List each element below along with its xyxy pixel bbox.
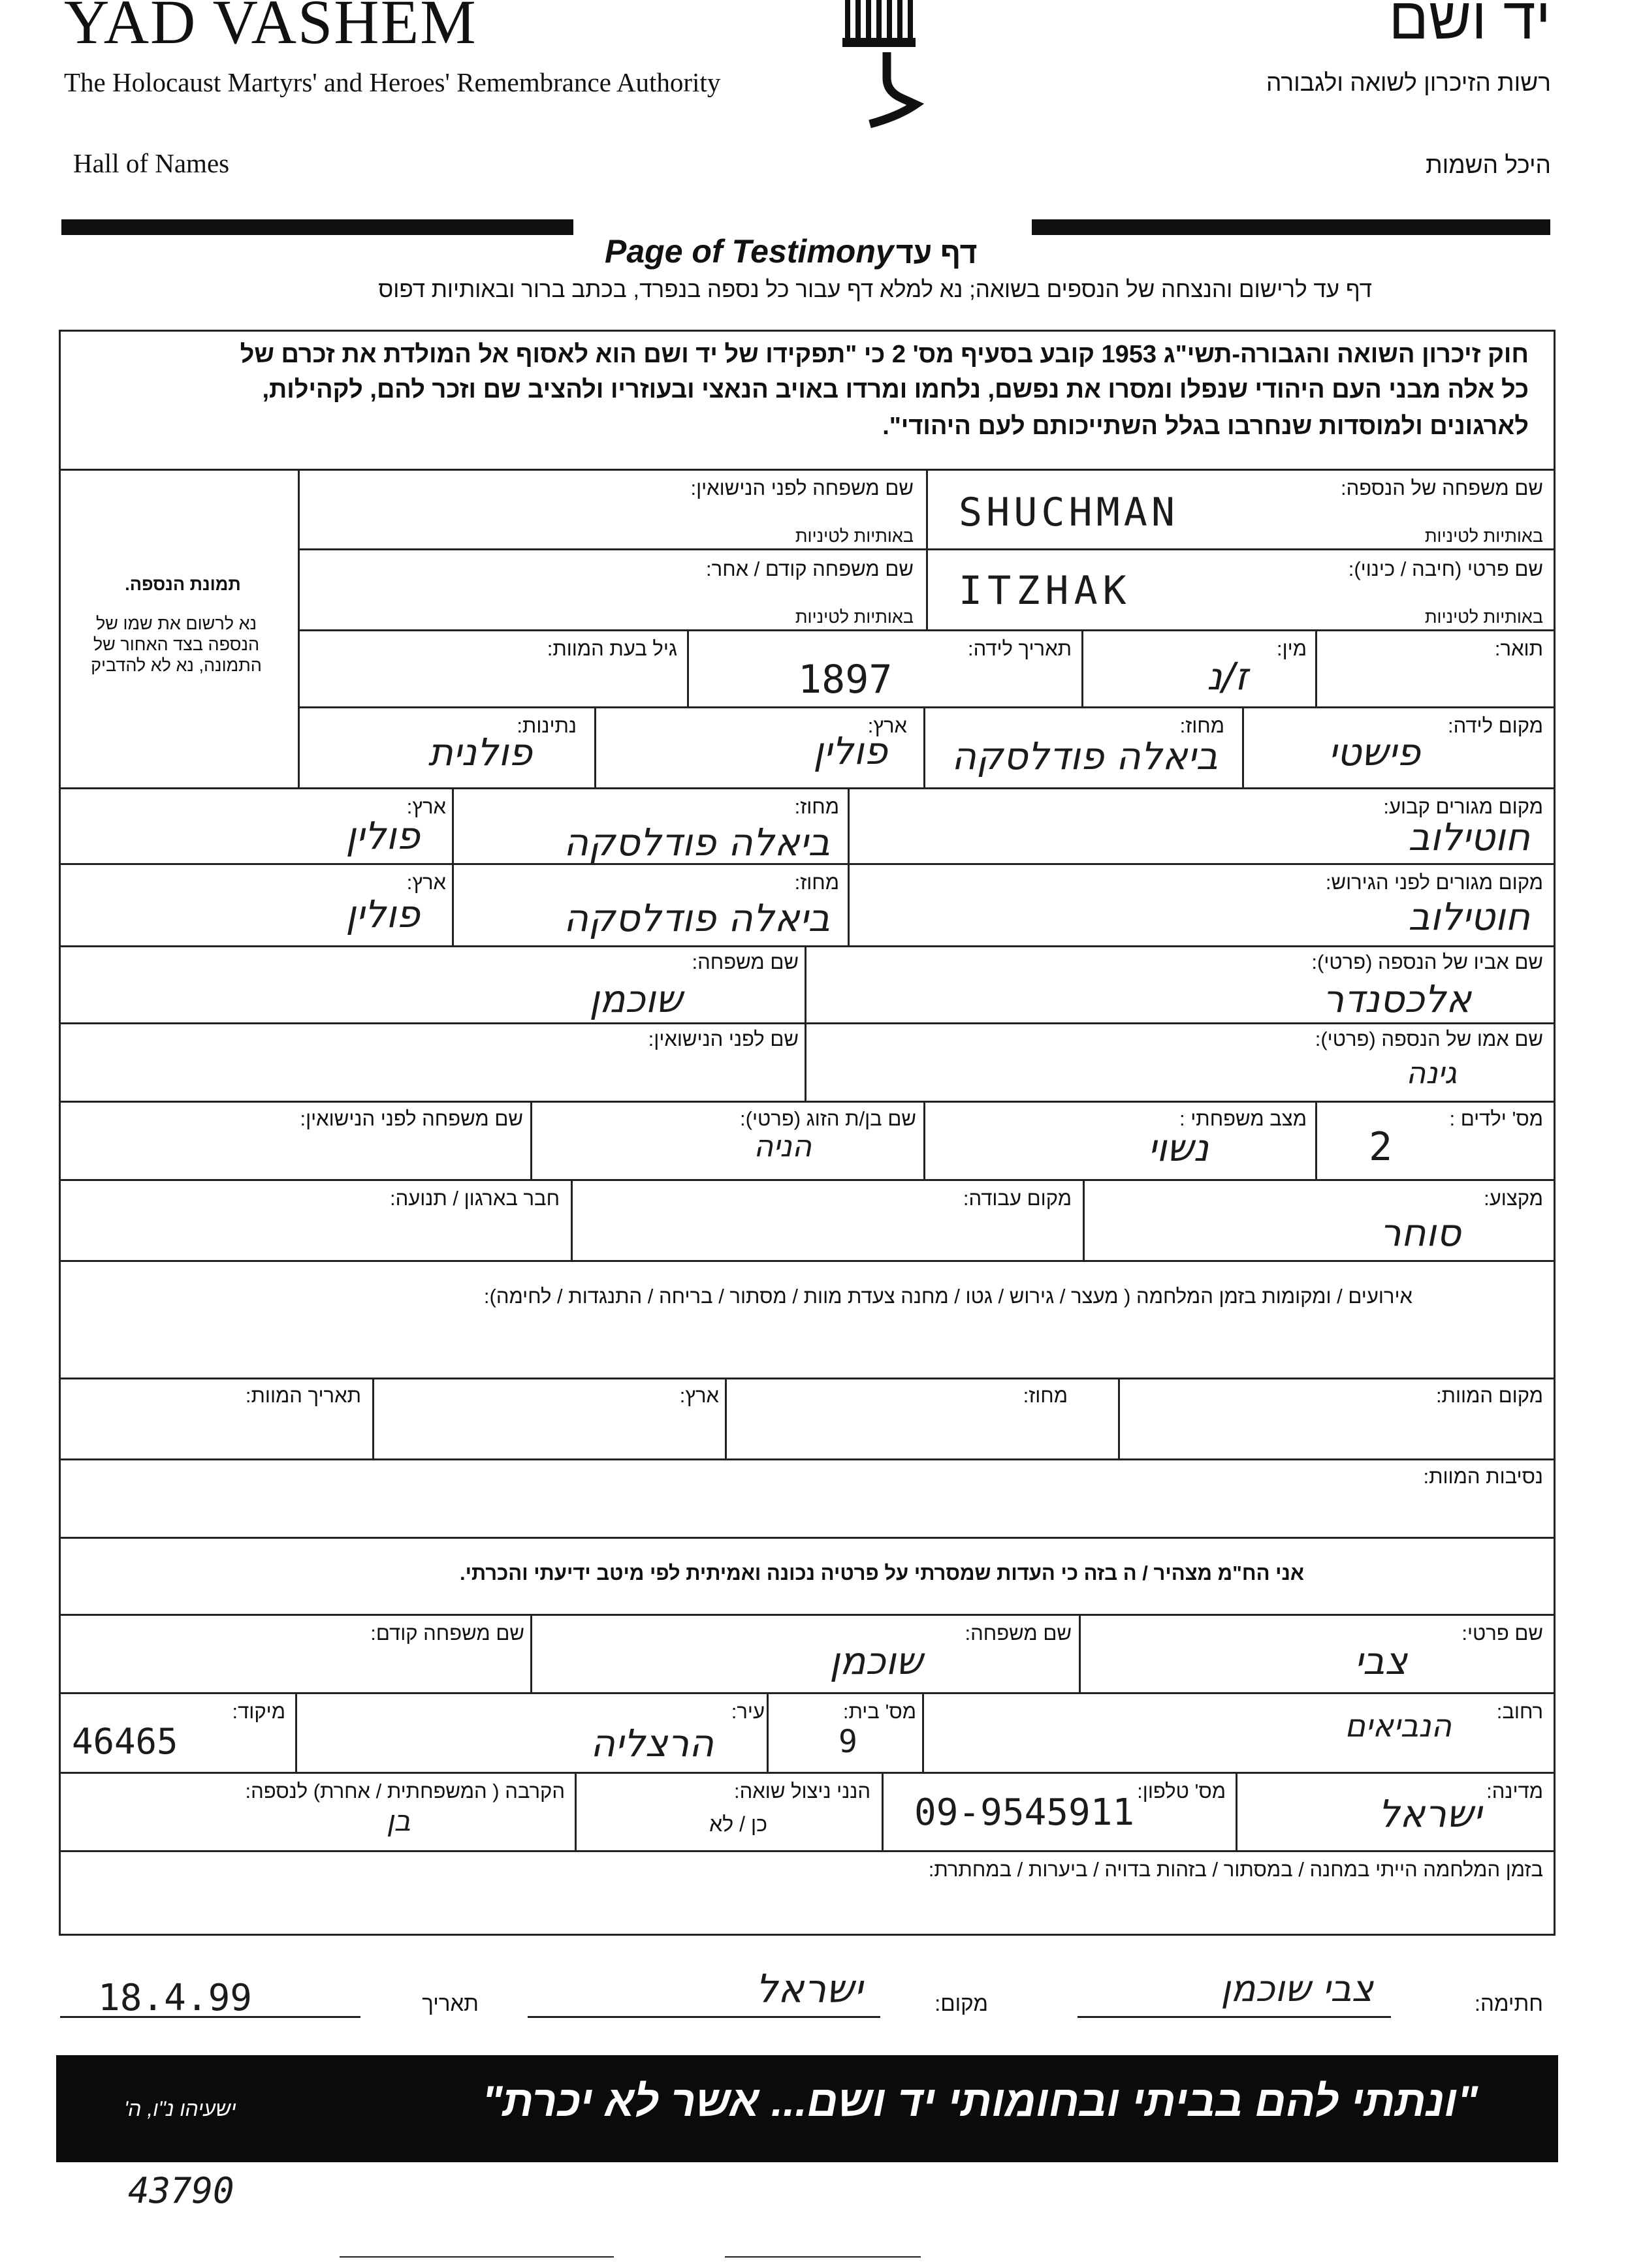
label-city: עיר: bbox=[731, 1700, 765, 1723]
value-sign-date: 18.4.99 bbox=[98, 1977, 253, 2019]
label-death-region: מחוז: bbox=[1023, 1384, 1068, 1407]
label-state: מדינה: bbox=[1486, 1780, 1543, 1803]
org-name-heb: יד ושם bbox=[1388, 0, 1551, 52]
value-spouse: הניה bbox=[754, 1128, 812, 1163]
label-date: תאריך bbox=[422, 1991, 479, 2015]
value-first-name: ITZHAK bbox=[959, 568, 1132, 614]
label-workplace: מקום עבודה: bbox=[963, 1187, 1072, 1210]
value-birth-place: פישטי bbox=[1328, 730, 1420, 774]
value-sign-place: ישראל bbox=[755, 1966, 863, 2012]
label-father-name: שם אביו של הנספה (פרטי): bbox=[1311, 951, 1543, 973]
label-latin-3: באותיות לטיניות bbox=[1424, 607, 1543, 627]
value-father-name: אלכסנדר bbox=[1322, 977, 1471, 1021]
bottom-rule-left bbox=[340, 2256, 614, 2258]
label-house-no: מס' בית: bbox=[842, 1700, 916, 1723]
bottom-rule-right bbox=[725, 2256, 921, 2258]
photo-box-note3: התמונה, נא לא להדביק bbox=[91, 655, 262, 675]
value-profession: סוחר bbox=[1379, 1210, 1461, 1255]
label-perm-region: מחוז: bbox=[794, 795, 839, 818]
law-text-line1: חוק זיכרון השואה והגבורה-תשי"ג 1953 קובע בסעיף מס' 2 כי "תפקידו של יד ושם הוא לאסוף אל המולדת את זכרם של bbox=[240, 341, 1529, 368]
label-witness-family: שם משפחה: bbox=[965, 1622, 1072, 1645]
label-nationality: נתינות: bbox=[517, 714, 577, 737]
value-before-region: ביאלה פודלסקה bbox=[564, 896, 830, 940]
label-profession: מקצוע: bbox=[1484, 1187, 1543, 1210]
value-state: ישראל bbox=[1378, 1791, 1482, 1836]
label-spouse-maiden: שם משפחה לפני הנישואין: bbox=[300, 1107, 523, 1130]
value-nationality: פולנית bbox=[428, 730, 532, 774]
value-gender: ז/נ bbox=[1207, 654, 1248, 699]
label-survivor: הנני ניצול שואה: bbox=[734, 1780, 870, 1803]
value-phone: 09-9545911 bbox=[914, 1791, 1135, 1834]
value-mother-name: גינה bbox=[1406, 1055, 1457, 1090]
subtitle-en: The Holocaust Martyrs' and Heroes' Remembrance Authority bbox=[64, 67, 721, 97]
photo-box-title: תמונת הנספה. bbox=[125, 575, 241, 594]
label-wartime-events: אירועים / ומקומות בזמן המלחמה ( מעצר / גירוש / גטו / מחנה צעדת מוות / מסתור / בריחה / התנגדות / לחימה): bbox=[483, 1285, 1413, 1308]
label-street: רחוב: bbox=[1496, 1700, 1543, 1723]
label-mother-maiden: שם לפני הנישואין: bbox=[648, 1028, 799, 1050]
label-death-country: ארץ: bbox=[679, 1384, 719, 1407]
form-title-en: Page of Testimony bbox=[605, 233, 894, 270]
label-birth-region: מחוז: bbox=[1179, 714, 1224, 737]
value-witness-first: צבי bbox=[1354, 1639, 1407, 1683]
label-age-death: גיל בעת המוות: bbox=[547, 637, 677, 660]
hall-of-names-en: Hall of Names bbox=[73, 148, 230, 178]
label-before-region: מחוז: bbox=[794, 871, 839, 894]
label-marital: מצב משפחתי : bbox=[1179, 1107, 1307, 1130]
hall-of-names-heb: היכל השמות bbox=[1426, 151, 1551, 178]
label-gender: מין: bbox=[1276, 637, 1307, 660]
law-text-line3: לארגונים ולמוסדות שנחרבו בגלל השתייכותם לעם היהודי". bbox=[882, 413, 1529, 440]
label-title: תואר: bbox=[1494, 637, 1543, 660]
label-birth-date: תאריך לידה: bbox=[967, 637, 1072, 660]
footer-quote: "ונתתי להם בביתי ובחומותי יד ושם... אשר לא יכרת" bbox=[482, 2077, 1478, 2125]
org-name-en: YAD VASHEM bbox=[64, 0, 477, 57]
label-maiden: שם משפחה לפני הנישואין: bbox=[690, 477, 914, 499]
value-marital: נשוי bbox=[1147, 1126, 1209, 1170]
header-rule-right bbox=[1032, 219, 1550, 235]
value-perm-residence: חוטילוב bbox=[1408, 815, 1530, 859]
footer-source: ישעיהו נ"ו, ה' bbox=[124, 2097, 236, 2120]
subtitle-heb: רשות הזיכרון לשואה ולגבורה bbox=[1266, 69, 1551, 96]
label-perm-country: ארץ: bbox=[406, 795, 446, 818]
value-children: 2 bbox=[1369, 1124, 1393, 1170]
label-zip: מיקוד: bbox=[232, 1700, 285, 1723]
value-father-family: שוכמן bbox=[589, 977, 682, 1021]
value-perm-country: פולין bbox=[345, 813, 420, 858]
label-latin-1: באותיות לטיניות bbox=[1424, 526, 1543, 546]
value-zip: 46465 bbox=[72, 1721, 178, 1762]
value-street: הנביאים bbox=[1345, 1708, 1452, 1744]
label-latin-4: באותיות לטיניות bbox=[795, 607, 914, 627]
label-during-war: בזמן המלחמה הייתי במחנה / במסתור / בזהות בדויה / ביערות / במחתרת: bbox=[928, 1858, 1543, 1881]
label-prev-surname: שם משפחה קודם / אחר: bbox=[706, 558, 914, 580]
value-survivor: כן / לא bbox=[709, 1812, 767, 1836]
label-perm-residence: מקום מגורים קבוע: bbox=[1383, 795, 1543, 818]
value-before-country: פולין bbox=[345, 892, 420, 936]
label-children: מס' ילדים : bbox=[1449, 1107, 1543, 1130]
value-birth-date: 1897 bbox=[798, 657, 893, 702]
label-latin-2: באותיות לטיניות bbox=[795, 526, 914, 546]
label-first-name: שם פרטי (חיבה / כינוי): bbox=[1348, 558, 1543, 580]
label-phone: מס' טלפון: bbox=[1137, 1780, 1226, 1803]
value-before-residence: חוטילוב bbox=[1408, 894, 1530, 939]
value-signature: צבי שוכמן bbox=[1221, 1968, 1373, 2010]
label-death-circumstances: נסיבות המוות: bbox=[1423, 1465, 1543, 1488]
label-residence-before: מקום מגורים לפני הגירוש: bbox=[1325, 871, 1543, 894]
value-perm-region: ביאלה פודלסקה bbox=[564, 820, 830, 864]
value-relation: בן bbox=[386, 1804, 411, 1838]
label-death-date: תאריך המוות: bbox=[245, 1384, 361, 1407]
label-birth-place: מקום לידה: bbox=[1448, 714, 1543, 737]
label-signature: חתימה: bbox=[1474, 1991, 1543, 2015]
label-organization: חבר בארגון / תנועה: bbox=[389, 1187, 560, 1210]
label-spouse: שם בן/ת הזוג (פרטי): bbox=[740, 1107, 916, 1130]
value-city: הרצליה bbox=[590, 1721, 714, 1765]
label-before-country: ארץ: bbox=[406, 871, 446, 894]
label-place: מקום: bbox=[934, 1991, 988, 2015]
value-birth-country: פולין bbox=[813, 729, 887, 773]
label-relation: הקרבה ( המשפחתית / אחרת) לנספה: bbox=[245, 1780, 565, 1803]
value-witness-family: שוכמן bbox=[829, 1639, 923, 1683]
value-house-no: 9 bbox=[838, 1724, 857, 1760]
form-instructions: דף עד לרישום והנצחה של הנספים בשואה; נא למלא דף עבור כל נספה בנפרד, בכתב ברור ובאותיות דפוס bbox=[378, 277, 1372, 302]
label-birth-country: ארץ: bbox=[867, 714, 907, 737]
declaration-text: אני הח"מ מצהיר / ה בזה כי העדות שמסרתי על פרטיה נכונה ואמיתית לפי מיטב ידיעתי והכרתי. bbox=[459, 1562, 1304, 1584]
value-surname: SHUCHMAN bbox=[959, 490, 1179, 535]
photo-box-note1: נא לרשום את שמו של bbox=[95, 614, 257, 633]
label-father-family: שם משפחה: bbox=[692, 951, 799, 973]
form-title-heb: דף עד bbox=[896, 236, 978, 270]
label-witness-first: שם פרטי: bbox=[1461, 1622, 1543, 1645]
photo-box-note2: הנספה בצד האחור של bbox=[93, 635, 260, 654]
label-surname: שם משפחה של הנספה: bbox=[1340, 477, 1543, 499]
law-text-line2: כל אלה מבני העם היהודי שנפלו ומסרו את נפשם, נלחמו ומרדו באויב הנאצי ובעוזריו ולהציב שם וזכר להם, לקהילות, bbox=[262, 376, 1529, 403]
reference-number: 43790 bbox=[128, 2170, 234, 2211]
yad-vashem-logo-icon bbox=[836, 0, 934, 131]
value-birth-region: ביאלה פודלסקה bbox=[951, 734, 1218, 778]
label-death-place: מקום המוות: bbox=[1435, 1384, 1543, 1407]
header-rule-left bbox=[61, 219, 573, 235]
label-witness-prev: שם משפחה קודם: bbox=[370, 1622, 524, 1645]
label-mother-name: שם אמו של הנספה (פרטי): bbox=[1315, 1028, 1543, 1050]
